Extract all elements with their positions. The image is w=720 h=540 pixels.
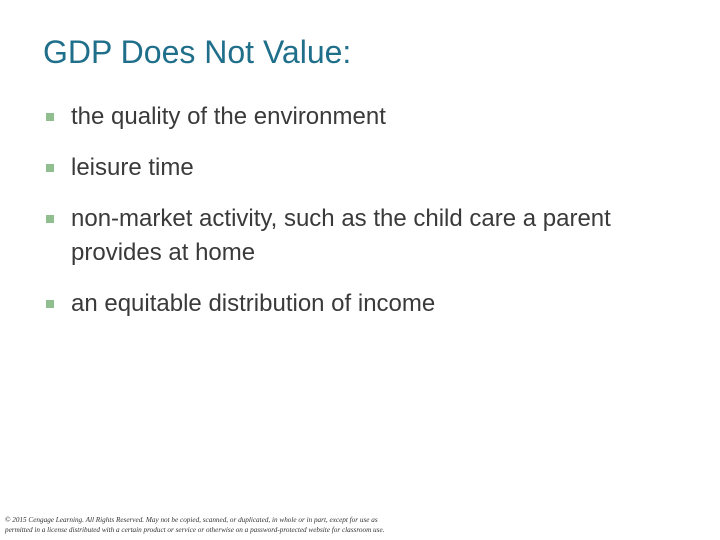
square-bullet-icon	[46, 215, 54, 223]
bullet-item	[46, 287, 666, 321]
square-bullet-icon	[46, 164, 54, 172]
bullet-text: leisure time	[71, 154, 194, 181]
copyright-line-2: permitted in a license distributed with a certain product or service or otherwise on a password-protected website for classroom use.	[5, 526, 385, 534]
slide-title: GDP Does Not Value:	[43, 34, 352, 70]
square-bullet-icon	[46, 113, 54, 121]
copyright-footer	[5, 515, 445, 535]
bullet-item	[46, 151, 666, 185]
bullet-item	[46, 100, 666, 134]
bullet-text: non-market activity, such as the child care a parent provides at home	[71, 205, 611, 266]
copyright-line-1: © 2015 Cengage Learning. All Rights Reserved. May not be copied, scanned, or duplicated, in whole or in part, except for use as	[5, 516, 378, 524]
bullet-list	[46, 100, 666, 338]
bullet-text: an equitable distribution of income	[71, 290, 436, 317]
square-bullet-icon	[46, 300, 54, 308]
bullet-item	[46, 202, 666, 270]
bullet-text: the quality of the environment	[71, 103, 386, 130]
